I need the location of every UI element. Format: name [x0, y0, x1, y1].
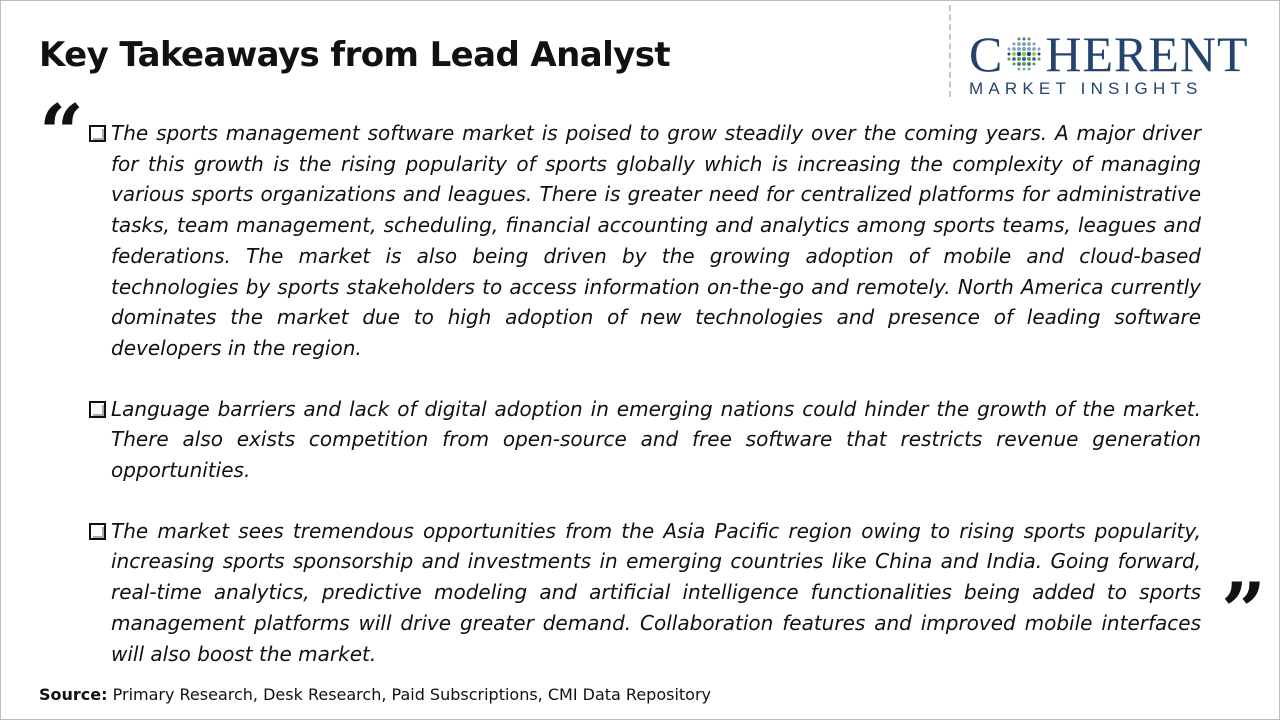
globe-dot: [1022, 42, 1026, 46]
globe-dot: [1018, 38, 1021, 41]
takeaways-list: [87, 118, 1201, 669]
globe-dot: [1033, 43, 1036, 46]
globe-dots-icon: [1004, 34, 1044, 74]
open-quote-icon: “: [39, 88, 84, 179]
source-note: [39, 685, 711, 704]
checkbox-bullet-icon: [89, 125, 106, 142]
globe-dot: [1027, 42, 1031, 46]
globe-dot: [1013, 63, 1016, 66]
checkbox-bullet-icon: [89, 523, 106, 540]
logo-letters-herent: HERENT: [1045, 26, 1249, 82]
logo-wordmark: [969, 26, 1265, 82]
globe-dot: [1017, 42, 1021, 46]
globe-dot: [1012, 47, 1016, 51]
globe-dot: [1017, 52, 1021, 56]
globe-dot: [1032, 57, 1036, 61]
globe-dot: [1027, 62, 1031, 66]
globe-dot: [1038, 53, 1041, 56]
checkbox-bullet-icon: [89, 401, 106, 418]
takeaway-text: Language barriers and lack of digital adoption in emerging nations could hinder the growth of the market. There also exists competition from open-source and free software that restricts revenue generation opportunities.: [111, 396, 1201, 483]
globe-dot: [1017, 62, 1021, 66]
globe-dot: [1012, 52, 1016, 56]
globe-dot: [1018, 68, 1021, 71]
company-logo: [969, 26, 1265, 101]
close-quote-icon: ”: [1221, 566, 1266, 657]
globe-dot: [1028, 38, 1031, 41]
list-item: [87, 118, 1201, 364]
globe-dot: [1038, 48, 1041, 51]
globe-dot: [1032, 47, 1036, 51]
logo-tagline: MARKET INSIGHTS: [969, 79, 1203, 98]
globe-dot: [1033, 63, 1036, 66]
globe-dot: [1027, 47, 1031, 51]
globe-dot: [1032, 52, 1036, 56]
page-title: Key Takeaways from Lead Analyst: [39, 35, 671, 75]
globe-dot: [1038, 58, 1041, 61]
globe-dot: [1017, 47, 1021, 51]
globe-dot: [1012, 57, 1016, 61]
globe-dot: [1008, 53, 1011, 56]
list-item: [87, 394, 1201, 486]
globe-dot: [1027, 52, 1031, 56]
logo-letter-c: C: [969, 26, 1004, 82]
takeaway-text: The market sees tremendous opportunities from the Asia Pacific region owing to rising sports popularity, increasing sports sponsorship and investments in emerging countries like China and India. Going forward, real-time analytics, predictive modeling and artificial intelligence functionalities being added to sports management platforms will drive greater demand. Collaboration features and improved mobile interfaces will also boost the market.: [111, 518, 1201, 666]
takeaway-text: The sports management software market is poised to grow steadily over the coming years. A major driver for this growth is the rising popularity of sports globally which is increasing the complexity of managing various sports organizations and leagues. There is greater need for centralized platforms for administrative tasks, team management, scheduling, financial accounting and analytics among sports teams, leagues and federations. The market is also being driven by the growing adoption of mobile and cloud-based technologies by sports stakeholders to access information on-the-go and remotely. North America currently dominates the market due to high adoption of new technologies and presence of leading software developers in the region.: [111, 121, 1201, 360]
globe-dot: [1022, 62, 1026, 66]
globe-dot: [1023, 68, 1026, 71]
logo-divider: [949, 5, 951, 97]
globe-dot: [1023, 38, 1026, 41]
globe-dot: [1008, 58, 1011, 61]
globe-dot: [1022, 57, 1026, 61]
globe-dot: [1017, 57, 1021, 61]
globe-dot: [1022, 47, 1026, 51]
globe-dot: [1027, 57, 1031, 61]
list-item: [87, 516, 1201, 670]
globe-dot: [1013, 43, 1016, 46]
source-text: Primary Research, Desk Research, Paid Subscriptions, CMI Data Repository: [107, 685, 711, 704]
globe-dot: [1022, 52, 1026, 56]
globe-dot: [1008, 48, 1011, 51]
globe-dot: [1028, 68, 1031, 71]
source-label: Source:: [39, 685, 108, 704]
